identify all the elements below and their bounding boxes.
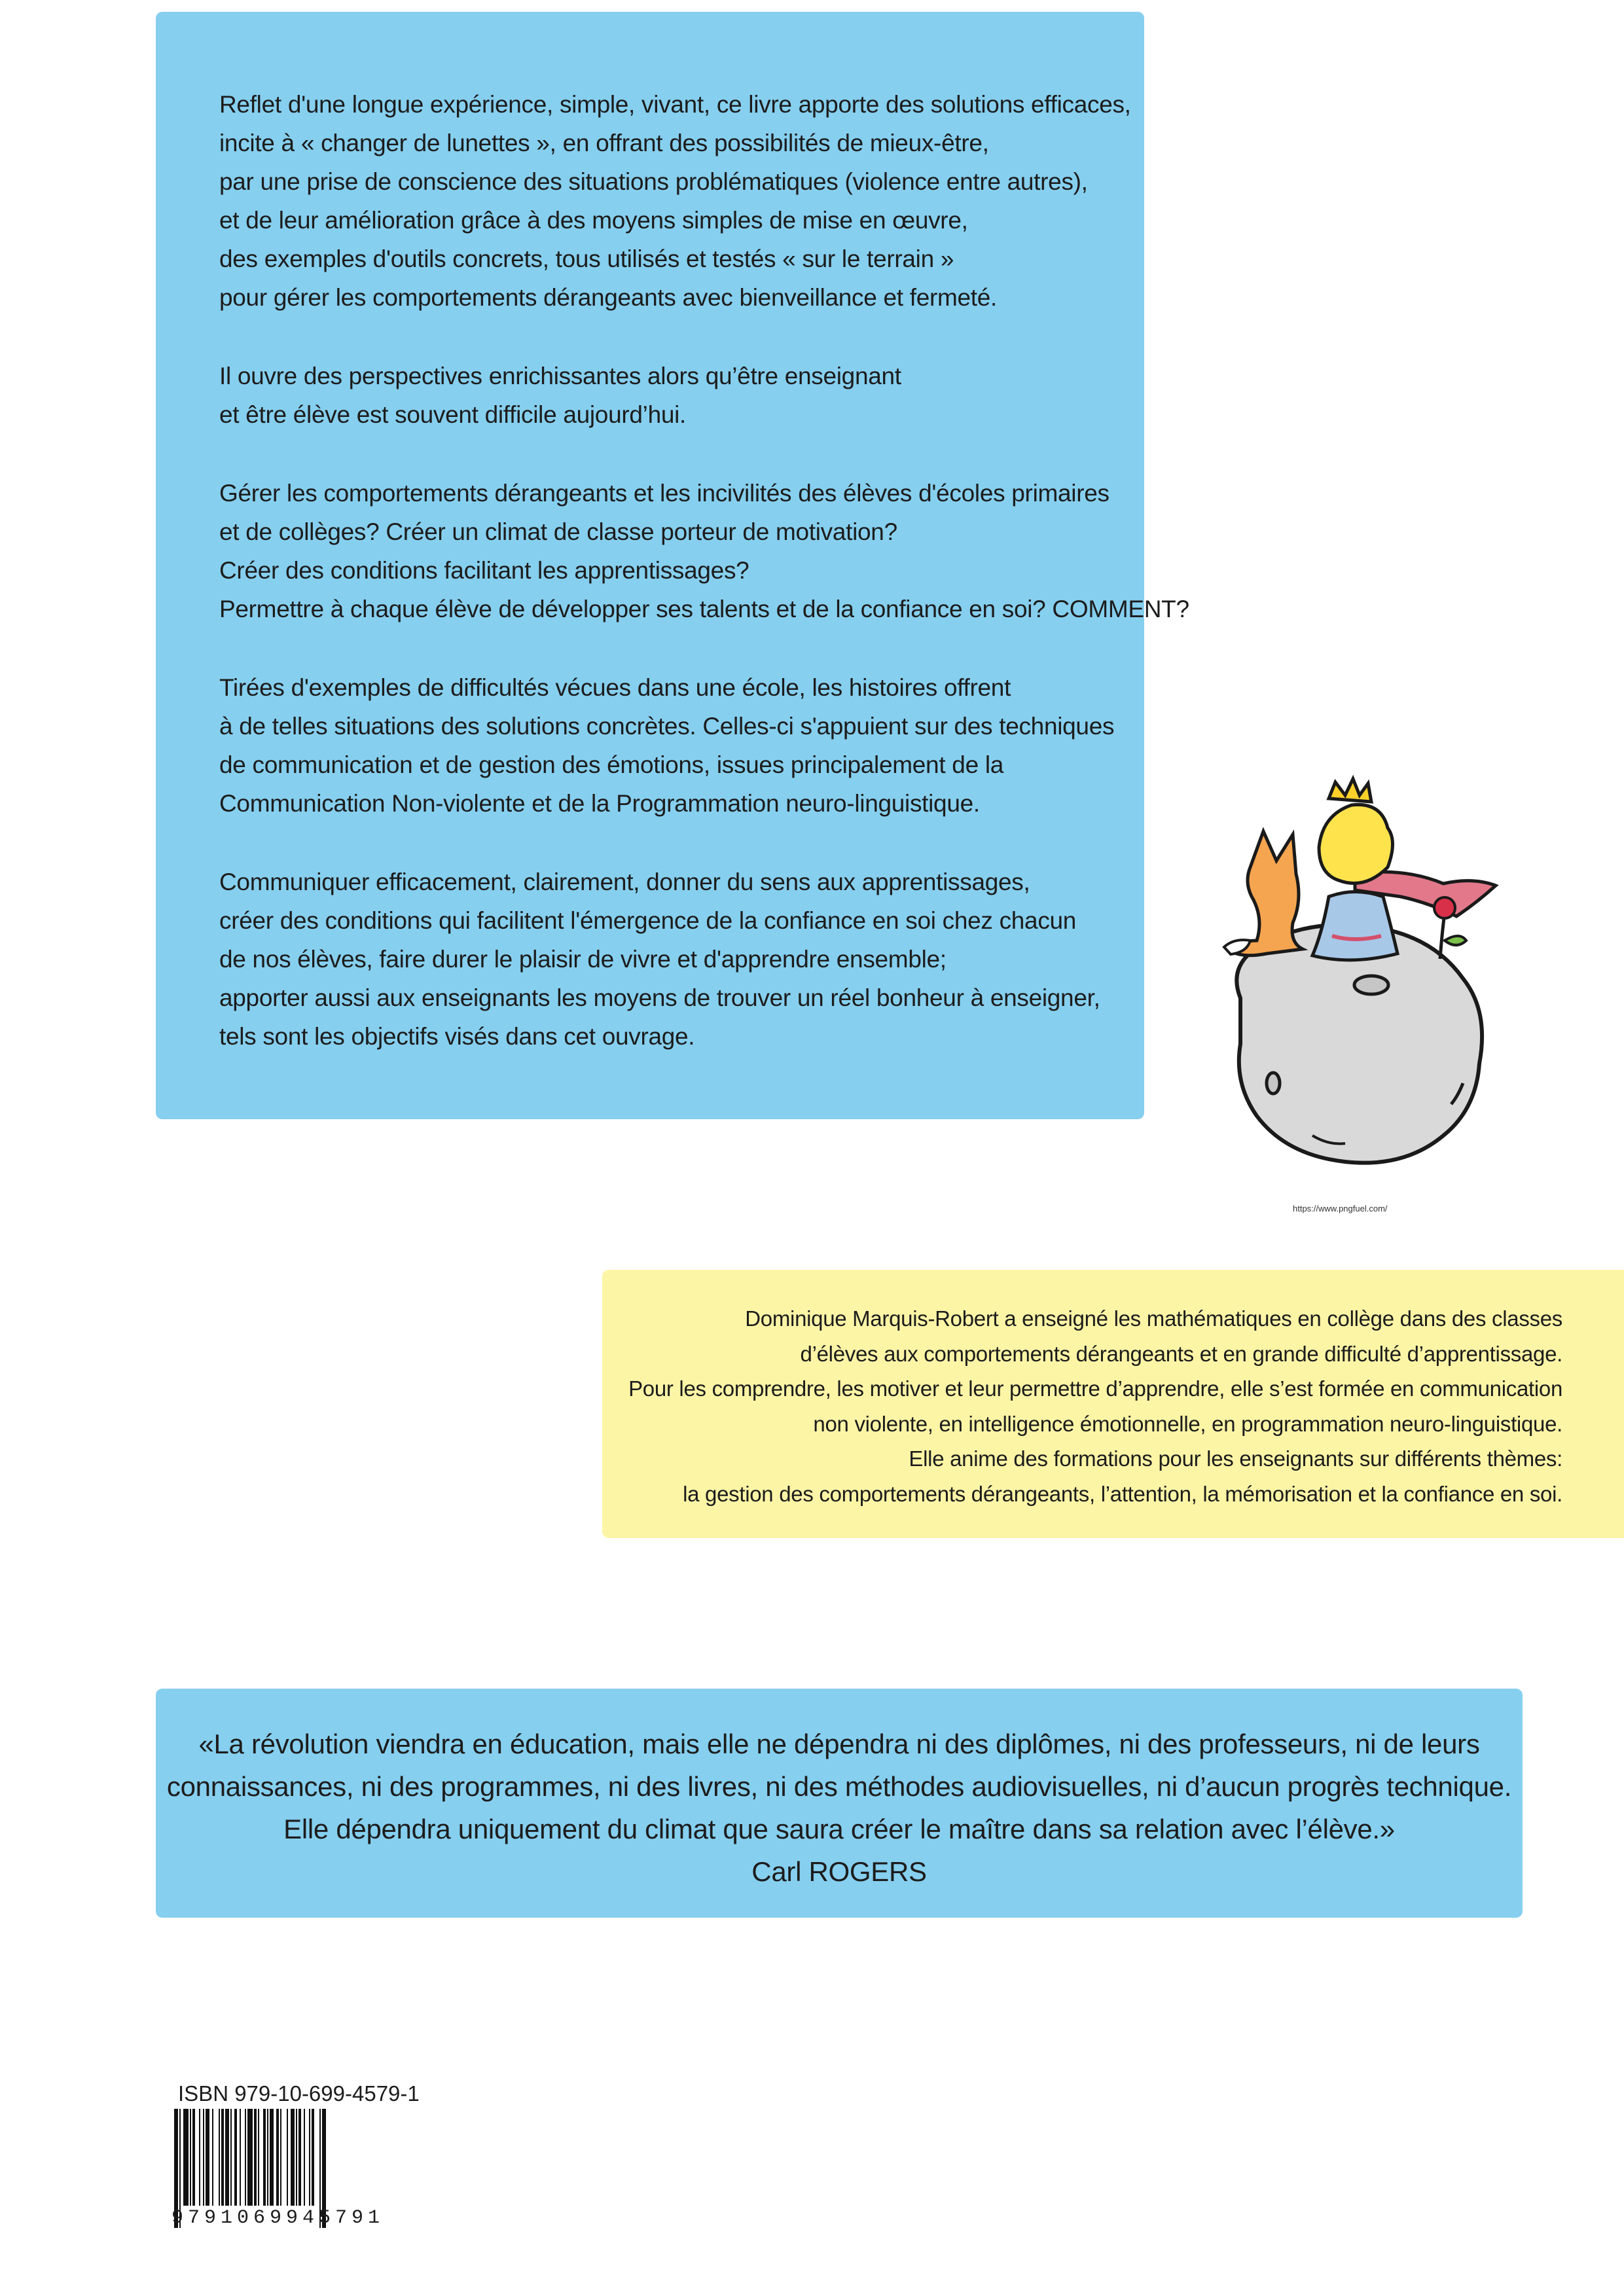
barcode-bar bbox=[240, 2109, 241, 2206]
barcode-bar bbox=[291, 2109, 295, 2206]
text-line: pour gérer les comportements dérangeants avec bienveillance et fermeté. bbox=[219, 284, 998, 311]
barcode-bar bbox=[221, 2109, 224, 2206]
barcode-bar bbox=[219, 2109, 220, 2206]
description-box bbox=[156, 12, 1189, 1119]
barcode-bar bbox=[245, 2109, 246, 2206]
barcode-bar bbox=[263, 2109, 266, 2206]
barcode-bar bbox=[199, 2109, 200, 2206]
text-line: incite à « changer de lunettes », en offrant des possibilités de mieux-être, bbox=[219, 130, 989, 156]
quote-line: Elle dépendra uniquement du climat que saura créer le maître dans sa relation avec l’élève.» bbox=[283, 1814, 1395, 1844]
isbn-label: ISBN 979-10-699-4579-1 bbox=[178, 2081, 420, 2106]
description-paragraph-4 bbox=[219, 668, 1144, 823]
barcode-bar bbox=[280, 2109, 281, 2206]
text-line: créer des conditions qui facilitent l'émergence de la confiance en soi chez chacun bbox=[219, 907, 1077, 934]
text-line: par une prise de conscience des situations problématiques (violence entre autres), bbox=[219, 168, 1088, 195]
barcode-bar bbox=[298, 2109, 301, 2206]
quote-line: connaissances, ni des programmes, ni des livres, ni des méthodes audiovisuelles, ni d’aucun progrès technique. bbox=[166, 1771, 1512, 1802]
barcode-bar bbox=[234, 2109, 237, 2206]
quote-line: «La révolution viendra en éducation, mais elle ne dépendra ni des diplômes, ni des professeurs, ni de leurs bbox=[198, 1729, 1480, 1759]
barcode-bar bbox=[270, 2109, 274, 2206]
barcode-bar bbox=[206, 2109, 209, 2206]
illustration-credit: https://www.pngfuel.com/ bbox=[1293, 1204, 1388, 1213]
quote-author: Carl ROGERS bbox=[751, 1856, 927, 1887]
description-paragraph-2 bbox=[219, 357, 1144, 434]
text-line: tels sont les objectifs visés dans cet ouvrage. bbox=[219, 1023, 695, 1050]
text-line: Créer des conditions facilitant les apprentissages? bbox=[219, 557, 749, 584]
quote-box bbox=[156, 1689, 1523, 1918]
barcode-bar bbox=[225, 2109, 229, 2206]
text-line: d’élèves aux comportements dérangeants et en grande difficulté d’apprentissage. bbox=[800, 1341, 1562, 1366]
text-line: Il ouvre des perspectives enrichissantes alors qu’être enseignant bbox=[219, 363, 901, 389]
text-line: la gestion des comportements dérangeants, l’attention, la mémorisation et la confiance en soi. bbox=[683, 1481, 1562, 1506]
text-line: apporter aussi aux enseignants les moyens de trouver un réel bonheur à enseigner, bbox=[219, 984, 1100, 1011]
text-line: Communiquer efficacement, clairement, donner du sens aux apprentissages, bbox=[219, 869, 1030, 895]
text-line: des exemples d'outils concrets, tous utilisés et testés « sur le terrain » bbox=[219, 245, 954, 272]
description-paragraph-5 bbox=[219, 863, 1144, 1056]
barcode-bar bbox=[312, 2109, 314, 2206]
barcode-digits: 9791069945791 bbox=[171, 2207, 385, 2229]
text-line: Gérer les comportements dérangeants et les incivilités des élèves d'écoles primaires bbox=[219, 480, 1110, 507]
text-line: Communication Non-violente et de la Programmation neuro-linguistique. bbox=[219, 790, 980, 817]
text-line: de communication et de gestion des émotions, issues principalement de la bbox=[219, 751, 1004, 778]
barcode-bar bbox=[212, 2109, 213, 2206]
text-line: à de telles situations des solutions concrètes. Celles-ci s'appuient sur des techniques bbox=[219, 713, 1115, 740]
barcode-bar bbox=[230, 2109, 232, 2206]
barcode-bar bbox=[304, 2109, 305, 2206]
barcode-bar bbox=[309, 2109, 310, 2206]
text-line: et de collèges? Créer un climat de classe porteur de motivation? bbox=[219, 518, 897, 545]
text-line: de nos élèves, faire durer le plaisir de vivre et d'apprendre ensemble; bbox=[219, 946, 947, 973]
barcode-bar bbox=[258, 2109, 259, 2206]
description-paragraph-3 bbox=[219, 474, 1189, 628]
text-line: non violente, en intelligence émotionnelle, en programmation neuro-linguistique. bbox=[813, 1411, 1562, 1436]
barcode-bar bbox=[192, 2109, 195, 2206]
author-bio-box bbox=[602, 1270, 1624, 1538]
description-paragraph-1 bbox=[219, 85, 1144, 317]
barcode-bar bbox=[254, 2109, 257, 2206]
barcode-bar bbox=[296, 2109, 297, 2206]
barcode-bar bbox=[287, 2109, 288, 2206]
text-line: Permettre à chaque élève de développer ses talents et de la confiance en soi? COMMENT? bbox=[219, 596, 1189, 622]
barcode-bar bbox=[190, 2109, 191, 2206]
text-line: Reflet d'une longue expérience, simple, vivant, ce livre apporte des solutions efficaces, bbox=[219, 91, 1131, 118]
text-line: et être élève est souvent difficile aujourd’hui. bbox=[219, 401, 687, 428]
text-line: Elle anime des formations pour les enseignants sur différents thèmes: bbox=[909, 1446, 1562, 1471]
barcode-bar bbox=[276, 2109, 279, 2206]
little-prince-on-asteroid-icon bbox=[1214, 769, 1502, 1214]
barcode-bar bbox=[267, 2109, 268, 2206]
text-line: Tirées d'exemples de difficultés vécues dans une école, les histoires offrent bbox=[219, 674, 1011, 701]
text-line: Dominique Marquis-Robert a enseigné les mathématiques en collège dans des classes bbox=[745, 1306, 1562, 1331]
text-line: et de leur amélioration grâce à des moyens simples de mise en œuvre, bbox=[219, 207, 968, 234]
barcode-bar bbox=[183, 2109, 189, 2206]
barcode-bar bbox=[203, 2109, 204, 2206]
text-line: Pour les comprendre, les motiver et leur permettre d’apprendre, elle s’est formée en communication bbox=[628, 1376, 1562, 1401]
barcode-bar bbox=[247, 2109, 253, 2206]
